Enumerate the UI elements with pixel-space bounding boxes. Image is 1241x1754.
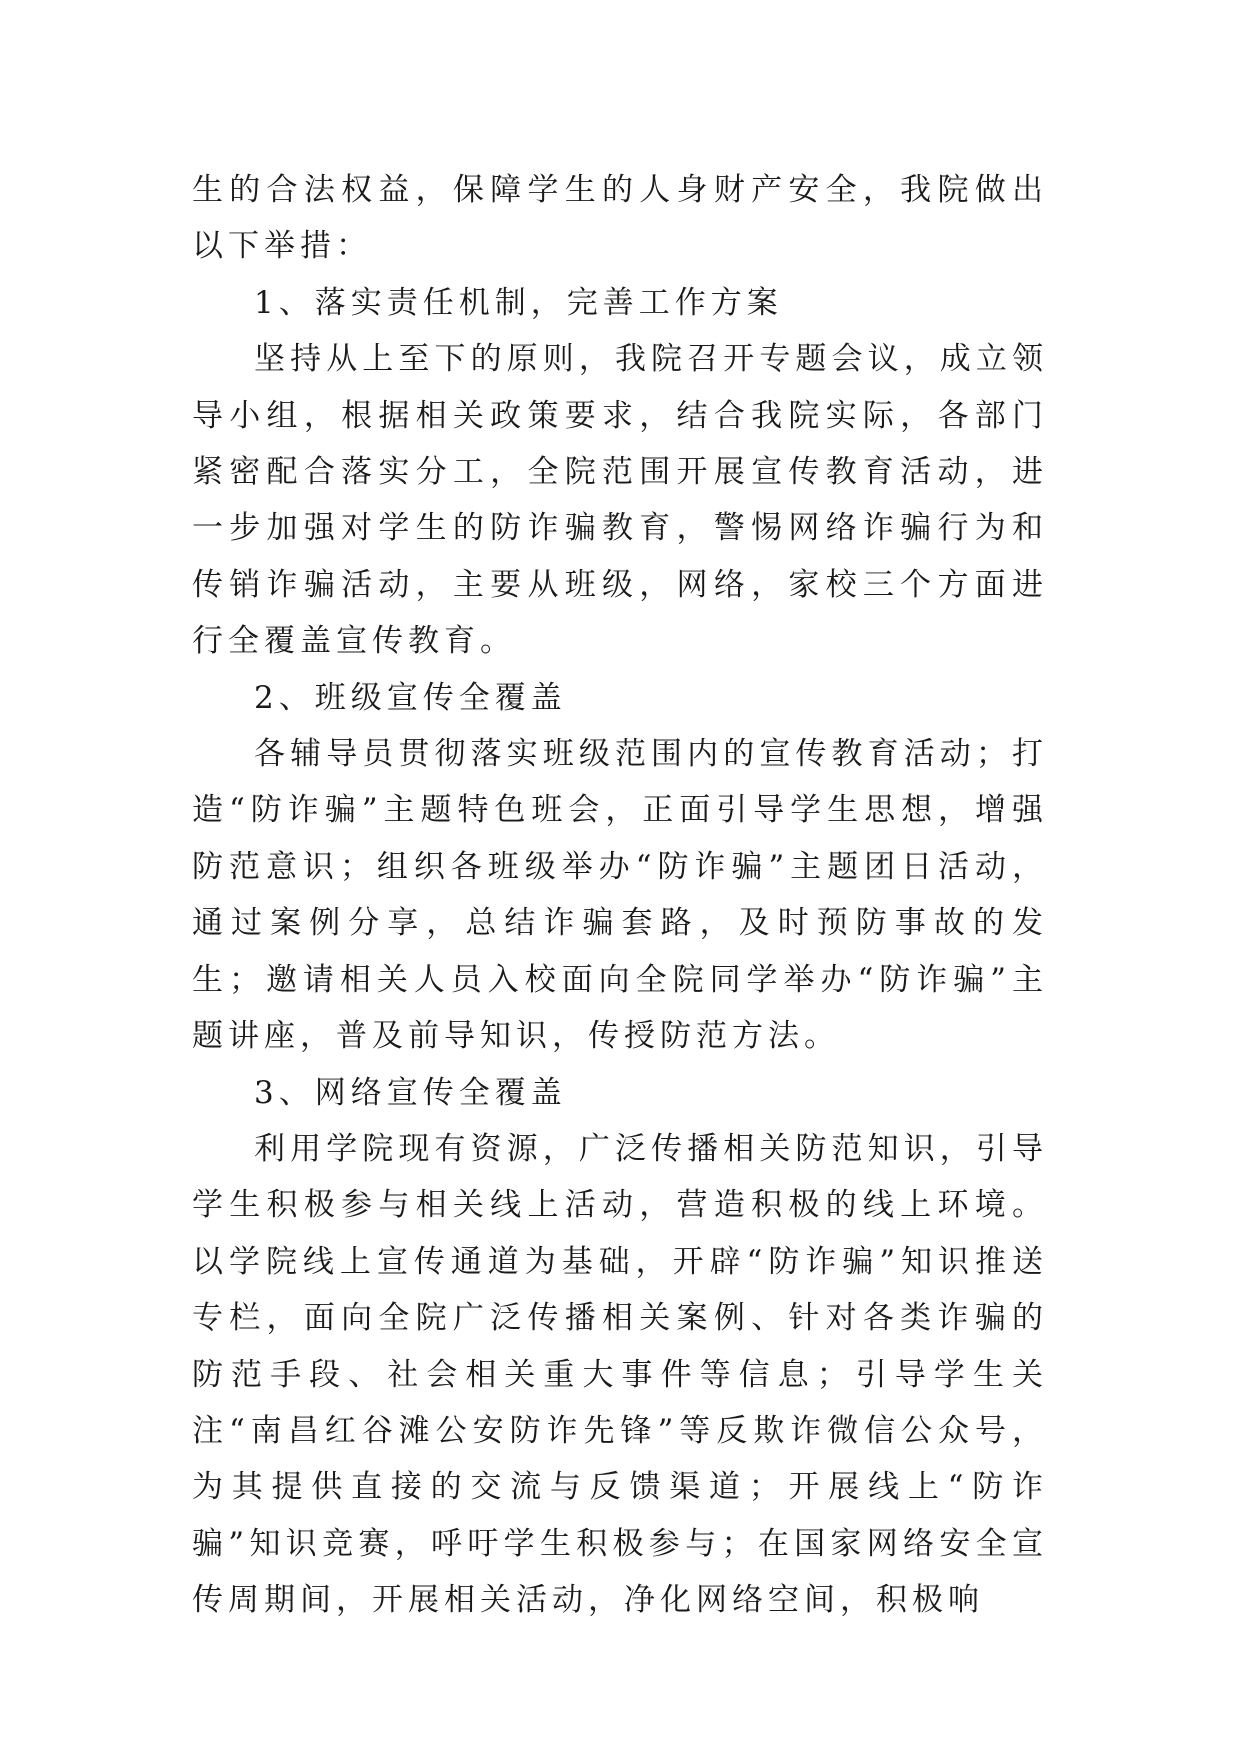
document-body (192, 162, 1048, 1629)
section-3-paragraph: 利用学院现有资源，广泛传播相关防范知识，引导学生积极参与相关线上活动，营造积极的线上环境。以学院线上宣传通道为基础，开辟“防诈骗”知识推送专栏，面向全院广泛传播相关案例、针对各类诈骗的防范手段、社会相关重大事件等信息；引导学生关注“南昌红谷滩公安防诈先锋”等反欺诈微信公众号，为其提供直接的交流与反馈渠道；开展线上“防诈骗”知识竞赛，呼吁学生积极参与；在国家网络安全宣传周期间，开展相关活动，净化网络空间，积极响 (192, 1130, 1048, 1619)
intro-continuation-paragraph: 生的合法权益，保障学生的人身财产安全，我院做出以下举措： (192, 172, 1048, 265)
section-heading-1: 1、落实责任机制，完善工作方案 (254, 284, 783, 321)
section-2-paragraph: 各辅导员贯彻落实班级范围内的宣传教育活动；打造“防诈骗”主题特色班会，正面引导学生思想，增强防范意识；组织各班级举办“防诈骗”主题团日活动，通过案例分享，总结诈骗套路，及时预防事故的发生；邀请相关人员入校面向全院同学举办“防诈骗”主题讲座，普及前导知识，传授防范方法。 (192, 736, 1048, 1055)
section-1-paragraph: 坚持从上至下的原则，我院召开专题会议，成立领导小组，根据相关政策要求，结合我院实际，各部门紧密配合落实分工，全院范围开展宣传教育活动，进一步加强对学生的防诈骗教育，警惕网络诈骗行为和传销诈骗活动，主要从班级，网络，家校三个方面进行全覆盖宣传教育。 (192, 341, 1048, 660)
section-heading-3: 3、网络宣传全覆盖 (254, 1074, 567, 1111)
section-heading-2: 2、班级宣传全覆盖 (254, 679, 567, 716)
